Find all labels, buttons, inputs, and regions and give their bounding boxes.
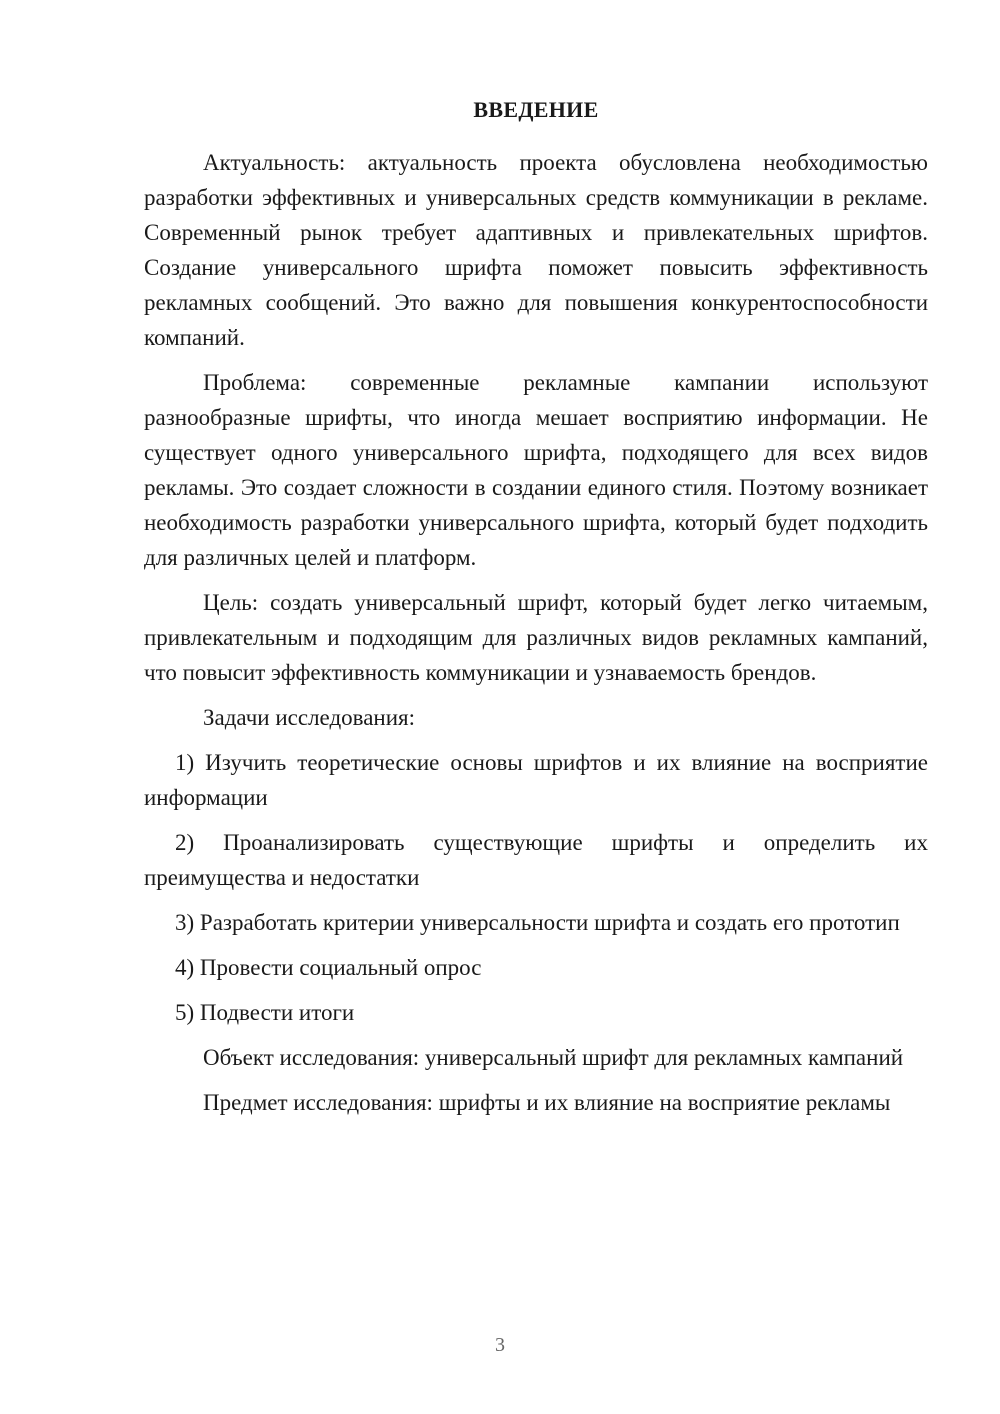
paragraph-relevance: Актуальность: актуальность проекта обусловлена необходимостью разработки эффективных и универсальных средств коммуникации в рекламе. Современный рынок требует адаптивных и привлекательных шрифтов. Создание универсального шрифта поможет повысить эффективность рекламных сообщений. Это важно для повышения конкурентоспособности компаний.: [144, 150, 928, 350]
page-number: 3: [495, 1334, 505, 1356]
tasks-heading: Задачи исследования:: [203, 705, 416, 730]
page-title: ВВЕДЕНИЕ: [473, 97, 599, 122]
paragraph-object: Объект исследования: универсальный шрифт для рекламных кампаний: [203, 1045, 904, 1070]
task-item-1: 1) Изучить теоретические основы шрифтов и их влияние на восприятие информации: [144, 750, 928, 810]
task-item-5: 5) Подвести итоги: [175, 1000, 355, 1025]
task-item-3: 3) Разработать критерии универсальности шрифта и создать его прототип: [175, 910, 900, 935]
document-body: [144, 92, 928, 1130]
paragraph-goal: Цель: создать универсальный шрифт, который будет легко читаемым, привлекательным и подходящим для различных видов рекламных кампаний, что повысит эффективность коммуникации и узнаваемость брендов.: [144, 590, 928, 685]
paragraph-problem: Проблема: современные рекламные кампании используют разнообразные шрифты, что иногда мешает восприятию информации. Не существует одного универсального шрифта, подходящего для всех видов рекламы. Это создает сложности в создании единого стиля. Поэтому возникает необходимость разработки универсального шрифта, который будет подходить для различных целей и платформ.: [144, 370, 928, 570]
task-item-4: 4) Провести социальный опрос: [175, 955, 482, 980]
paragraph-subject: Предмет исследования: шрифты и их влияние на восприятие рекламы: [203, 1090, 891, 1115]
task-item-2: 2) Проанализировать существующие шрифты и определить их преимущества и недостатки: [144, 830, 928, 890]
